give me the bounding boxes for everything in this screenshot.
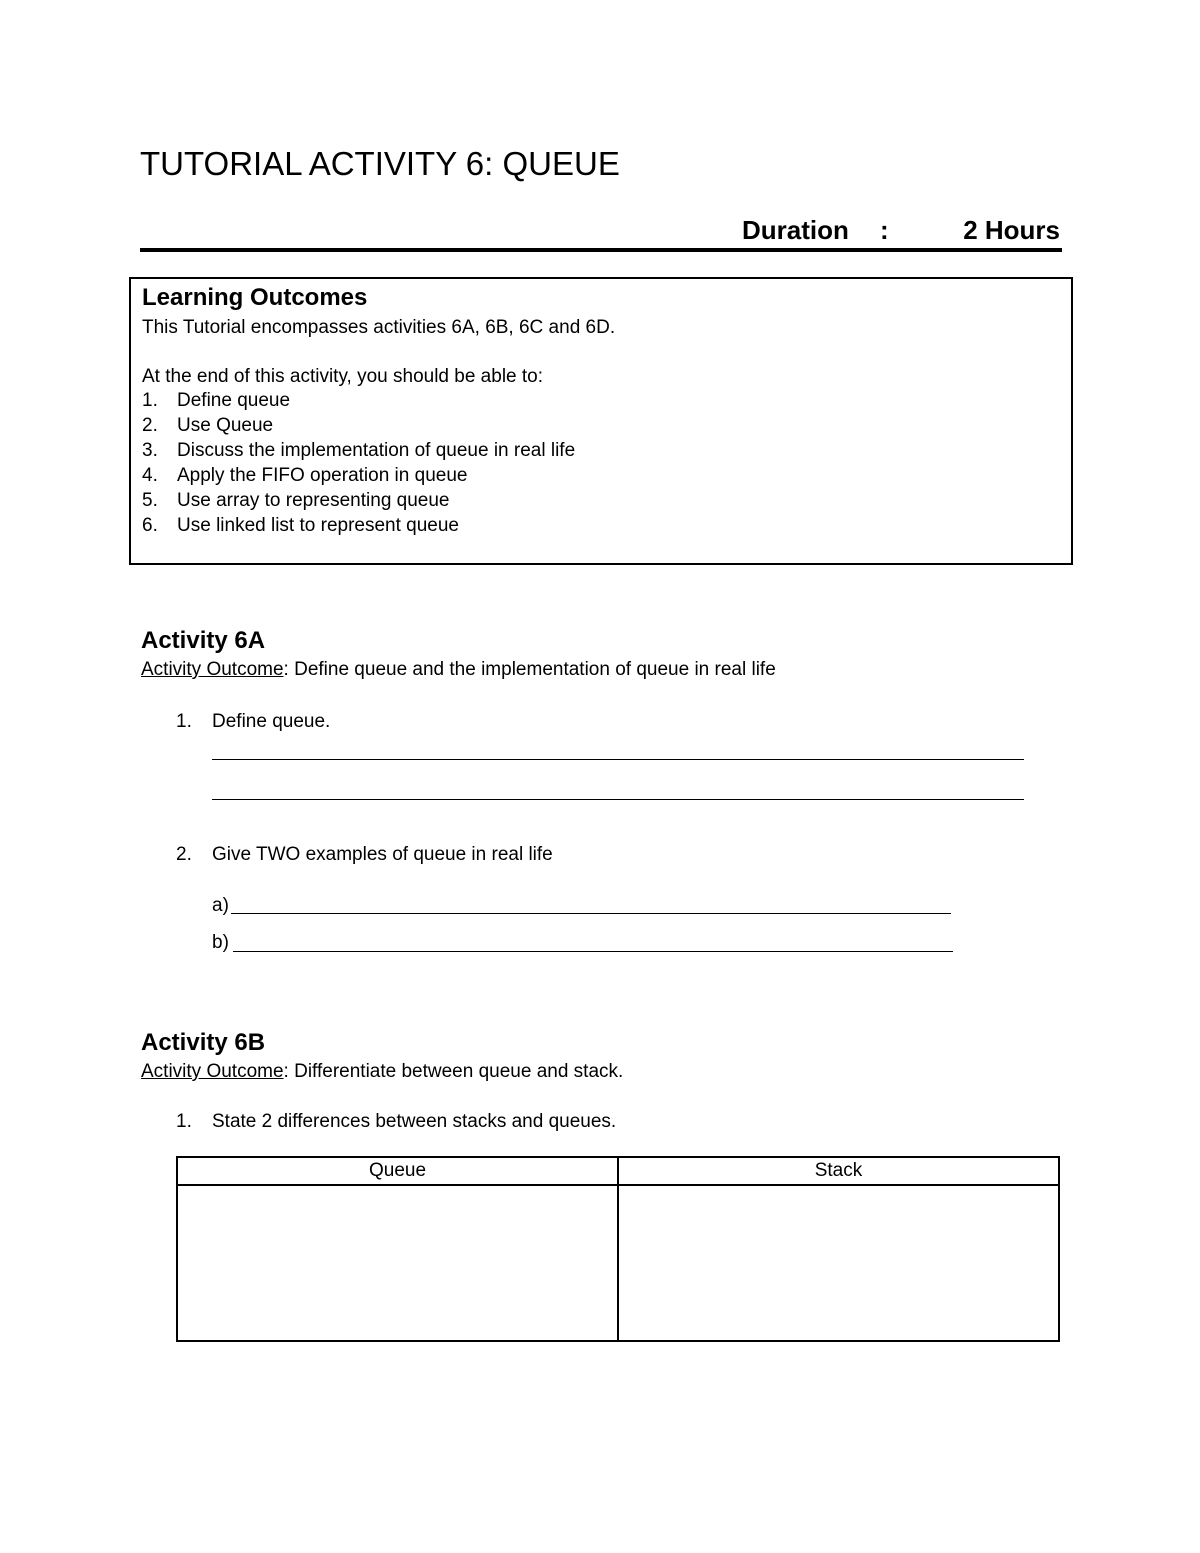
activity-6b-outcome bbox=[141, 1059, 623, 1084]
answer-line[interactable] bbox=[212, 799, 1024, 800]
learning-outcomes-heading: Learning Outcomes bbox=[142, 284, 368, 311]
activity-6a-outcome bbox=[141, 657, 776, 682]
activity-6b-heading: Activity 6B bbox=[141, 1029, 266, 1056]
duration-label: Duration bbox=[742, 215, 849, 245]
activity-outcome-text: : Define queue and the implementation of queue in real life bbox=[283, 659, 776, 680]
list-item: 3. Discuss the implementation of queue in real life bbox=[142, 440, 576, 461]
table-header-stack: Stack bbox=[618, 1157, 1059, 1185]
duration-value: 2 Hours bbox=[963, 215, 1060, 245]
list-item: 6. Use linked list to represent queue bbox=[142, 515, 459, 536]
answer-line[interactable] bbox=[212, 759, 1024, 760]
activity-outcome-label: Activity Outcome bbox=[141, 659, 284, 680]
answer-label-a: a) bbox=[212, 895, 229, 916]
answer-cell-stack[interactable] bbox=[618, 1185, 1059, 1341]
answer-line-a[interactable] bbox=[231, 913, 951, 914]
duration-row bbox=[140, 214, 1062, 252]
learning-outcomes-box bbox=[129, 277, 1073, 565]
duration-separator: : bbox=[880, 215, 889, 245]
question-6a-2: 2. Give TWO examples of queue in real life bbox=[176, 844, 553, 865]
activity-outcome-text: : Differentiate between queue and stack. bbox=[283, 1061, 624, 1082]
differences-table bbox=[176, 1156, 1060, 1342]
list-item: 5. Use array to representing queue bbox=[142, 490, 450, 511]
answer-cell-queue[interactable] bbox=[177, 1185, 618, 1341]
list-item: 1. Define queue bbox=[142, 390, 291, 411]
page-title: TUTORIAL ACTIVITY 6: QUEUE bbox=[140, 145, 620, 182]
answer-label-b: b) bbox=[212, 932, 229, 953]
learning-outcomes-intro: This Tutorial encompasses activities 6A, 6B, 6C and 6D. bbox=[142, 317, 616, 338]
list-item: 4. Apply the FIFO operation in queue bbox=[142, 465, 468, 486]
activity-6a-heading: Activity 6A bbox=[141, 627, 266, 654]
answer-line-b[interactable] bbox=[233, 951, 953, 952]
question-6a-1: 1. Define queue. bbox=[176, 711, 331, 732]
learning-outcomes-list bbox=[142, 388, 575, 538]
learning-outcomes-lead: At the end of this activity, you should be able to: bbox=[142, 366, 544, 387]
table-header-queue: Queue bbox=[177, 1157, 618, 1185]
question-6b-1: 1. State 2 differences between stacks and queues. bbox=[176, 1111, 617, 1132]
activity-outcome-label: Activity Outcome bbox=[141, 1061, 284, 1082]
list-item: 2. Use Queue bbox=[142, 415, 274, 436]
